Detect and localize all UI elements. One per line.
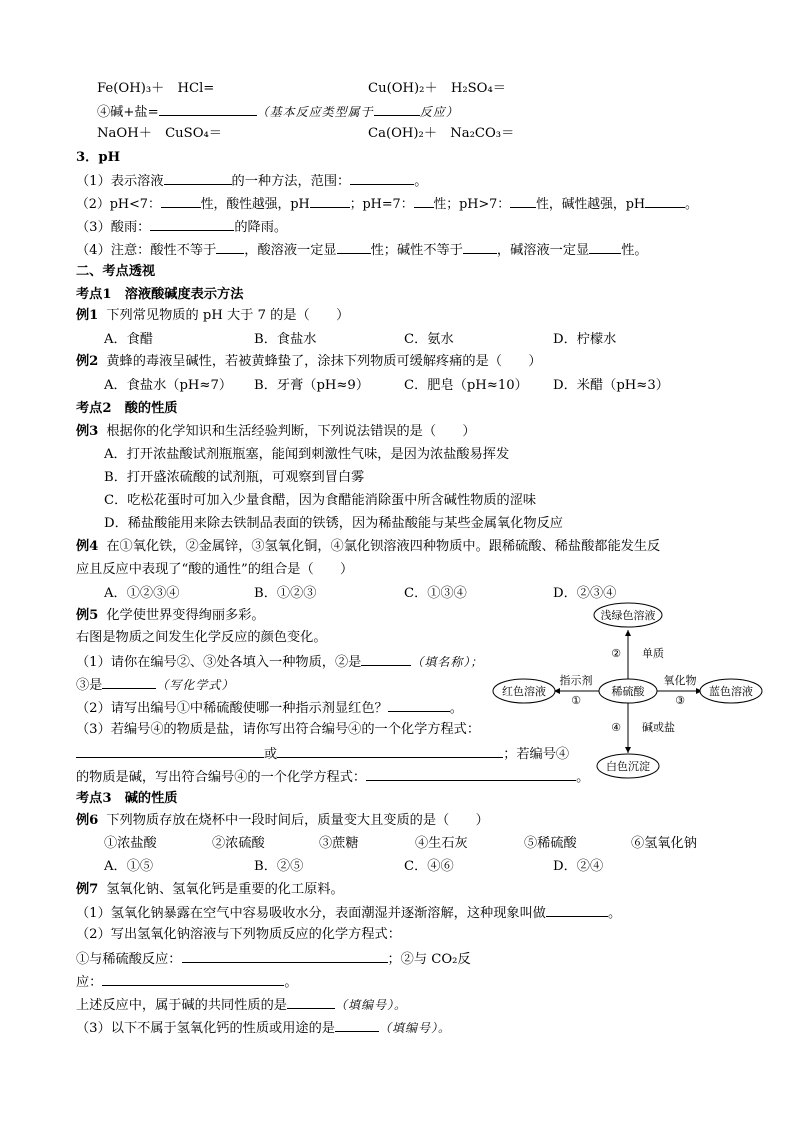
text: 或 <box>264 747 278 762</box>
ex6-item-2: ②浓硫酸 <box>212 836 265 851</box>
text: （填编号）。 <box>335 998 408 1012</box>
ex6-option-d[interactable]: D．②④ <box>553 859 604 874</box>
blank[interactable] <box>287 994 335 1009</box>
ex4-option-b[interactable]: B．①②③ <box>254 586 317 601</box>
eq-base-salt-paren: （基本反应类型属于 <box>256 105 374 119</box>
ex1-option-a[interactable]: A．食醋 <box>104 332 154 347</box>
ex2-option-d[interactable]: D．米醋（pH≈3） <box>553 378 669 393</box>
ex6-item-6: ⑥氢氧化钠 <box>631 836 697 851</box>
ph-heading: 3．pH <box>76 150 121 165</box>
text: （写化学式） <box>156 678 235 692</box>
ex6-option-b[interactable]: B．②⑤ <box>254 859 304 874</box>
node-bottom-label: 白色沉淀 <box>606 760 650 773</box>
text: 性；pH>7： <box>433 197 511 212</box>
ex2-option-c[interactable]: C．肥皂（pH≈10） <box>404 378 528 393</box>
text: （3）以下不属于氢氧化钙的性质或用途的是 <box>76 1021 335 1036</box>
text: ①与稀硫酸反应： <box>76 952 182 967</box>
ex6-option-c[interactable]: C．④⑥ <box>404 859 454 874</box>
ex7-line-2: （2）写出氢氧化钠溶液与下列物质反应的化学方程式： <box>76 927 401 942</box>
ex5-line-2: 右图是物质之间发生化学反应的颜色变化。 <box>76 630 327 645</box>
ex7-line-4 <box>76 971 298 993</box>
text: ；②与 CO₂反 <box>387 952 471 967</box>
node-left-label: 红色溶液 <box>502 685 546 698</box>
ex5-line-6: （3）若编号④的物质是盐，请你写出符合编号④的一个化学方程式： <box>76 722 481 737</box>
ex6-question <box>76 811 489 831</box>
ex2-option-b[interactable]: B．牙膏（pH≈9） <box>254 378 370 393</box>
ex6-item-3: ③蔗糖 <box>319 836 359 851</box>
text: 。 <box>685 197 698 212</box>
ex7-line-5 <box>76 994 407 1016</box>
text: 性；碱性不等于 <box>370 243 463 258</box>
label: 例4 <box>76 539 99 554</box>
eq-cu-h2so4: Cu(OH)₂＋ H₂SO₄＝ <box>368 81 506 96</box>
text: 。 <box>607 906 622 921</box>
edge-left-number: ① <box>571 694 581 707</box>
text: （填名称）； <box>411 655 484 669</box>
ex1-option-d[interactable]: D．柠檬水 <box>553 332 617 347</box>
text: 的降雨。 <box>234 220 288 235</box>
eq-fe-hcl: Fe(OH)₃＋ HCl= <box>97 81 215 96</box>
kaodian-1: 考点1 溶液酸碱度表示方法 <box>76 287 244 302</box>
edge-right-label: 氧化物 <box>663 674 697 687</box>
text: 上述反应中，属于碱的共同性质的是 <box>76 998 287 1013</box>
ex4-question-line2: 应且反应中表现了“酸的通性”的组合是（ ） <box>76 562 354 577</box>
label: 例6 <box>76 813 99 828</box>
ex7-question <box>76 880 344 900</box>
text: （2）请写出编号①中稀硫酸使哪一种指示剂显红色？ <box>76 701 388 716</box>
text: （1）氢氧化钠暴露在空气中容易吸收水分，表面潮湿并逐渐溶解，这种现象叫做 <box>76 906 546 921</box>
blank[interactable] <box>546 902 608 917</box>
eq-naoh-cuso4: NaOH＋ CuSO₄＝ <box>97 126 222 141</box>
ex3-option-a[interactable]: A．打开浓盐酸试剂瓶瓶塞，能闻到刺激性气味，是因为浓盐酸易挥发 <box>104 447 510 462</box>
text: （4）注意：酸性不等于 <box>76 243 217 258</box>
text: （填编号）。 <box>378 1021 451 1035</box>
ex4-option-c[interactable]: C．①③④ <box>404 586 467 601</box>
ex6-item-1: ①浓盐酸 <box>104 836 157 851</box>
blank[interactable] <box>102 971 284 986</box>
ex4-option-d[interactable]: D．②③④ <box>553 586 617 601</box>
text: 。 <box>284 975 298 990</box>
text: 的物质是碱，写出符合编号④的一个化学方程式： <box>76 770 367 785</box>
ex4-option-a[interactable]: A．①②③④ <box>104 586 180 601</box>
edge-left-label: 指示剂 <box>559 674 593 687</box>
node-top-label: 浅绿色溶液 <box>600 609 656 622</box>
text: 氢氧化钠、氢氧化钙是重要的化工原料。 <box>106 882 344 897</box>
text: （1）表示溶液 <box>76 174 164 189</box>
ex7-line-3 <box>76 948 471 970</box>
text: ；pH=7： <box>349 197 414 212</box>
ex3-option-d[interactable]: D．稀盐酸能用来除去铁制品表面的铁锈，因为稀盐酸能与某些金属氧化物反应 <box>104 516 563 531</box>
kaodian-2: 考点2 酸的性质 <box>76 401 178 416</box>
label: 例1 <box>76 308 99 323</box>
text: 。 <box>449 701 463 716</box>
node-center-label: 稀硫酸 <box>611 685 645 698</box>
eq-base-salt-suffix: 反应） <box>419 105 459 119</box>
text: 应： <box>76 975 103 990</box>
edge-down-number: ④ <box>611 721 621 734</box>
label: 例2 <box>76 354 99 369</box>
ex7-line-6 <box>76 1017 451 1039</box>
blank[interactable] <box>182 948 388 963</box>
text: ③是 <box>76 678 103 693</box>
label: 例3 <box>76 424 99 439</box>
ex6-option-a[interactable]: A．①⑤ <box>104 859 154 874</box>
label: 例7 <box>76 882 99 897</box>
ex1-option-b[interactable]: B．食盐水 <box>254 332 317 347</box>
text: 根据你的化学知识和生活经验判断，下列说法错误的是（ ） <box>106 424 476 439</box>
ex3-option-b[interactable]: B．打开盛浓硫酸的试剂瓶，可观察到冒白雾 <box>104 470 365 485</box>
eq-base-salt-prefix: ④碱+盐= <box>97 105 159 120</box>
text: 化学使世界变得绚丽多彩。 <box>106 608 265 623</box>
ex7-line-1 <box>76 902 621 924</box>
text: 。 <box>414 174 428 189</box>
text: ，酸溶液一定显 <box>244 243 337 258</box>
text: 性，碱性越强，pH <box>536 197 646 212</box>
text: 的一种方法，范围： <box>231 174 351 189</box>
text: （2）pH<7： <box>76 197 161 212</box>
ex1-option-c[interactable]: C．氨水 <box>404 332 454 347</box>
ex2-option-a[interactable]: A．食盐水（pH≈7） <box>104 378 233 393</box>
node-right-label: 蓝色溶液 <box>709 685 753 698</box>
edge-right-number: ③ <box>675 694 685 707</box>
ex6-item-4: ④生石灰 <box>415 836 468 851</box>
text: 黄蜂的毒液呈碱性，若被黄蜂蛰了，涂抹下列物质可缓解疼痛的是（ ） <box>106 354 542 369</box>
text: 性。 <box>621 243 648 258</box>
edge-up-number: ② <box>611 647 621 660</box>
label: 例5 <box>76 608 99 623</box>
kaodian-3: 考点3 碱的性质 <box>76 791 178 806</box>
edge-down-label: 碱或盐 <box>642 721 675 734</box>
text: 在①氧化铁，②金属锌，③氢氧化铜，④氯化钡溶液四种物质中。跟稀硫酸、稀盐酸都能发生反 <box>106 539 661 554</box>
text: （1）请你在编号②、③处各填入一种物质，②是 <box>76 655 362 670</box>
blank[interactable] <box>335 1017 379 1032</box>
ex3-option-c[interactable]: C．吃松花蛋时可加入少量食醋，因为食醋能消除蛋中所含碱性物质的涩味 <box>104 493 537 508</box>
text: 下列常见物质的 pH 大于 7 的是（ ） <box>106 308 350 323</box>
ex6-item-5: ⑤稀硫酸 <box>524 836 577 851</box>
text: 性，酸性越强，pH <box>200 197 310 212</box>
text: 下列物质存放在烧杯中一段时间后，质量变大且变质的是（ ） <box>106 813 489 828</box>
section-heading: 二、考点透视 <box>76 264 156 279</box>
text: ；若编号④ <box>503 747 570 762</box>
text: 。 <box>576 770 590 785</box>
edge-up-label: 单质 <box>642 647 664 660</box>
eq-caoh-na2co3: Ca(OH)₂＋ Na₂CO₃＝ <box>368 126 515 141</box>
text: ，碱溶液一定显 <box>496 243 590 258</box>
text: （3）酸雨： <box>76 220 151 235</box>
